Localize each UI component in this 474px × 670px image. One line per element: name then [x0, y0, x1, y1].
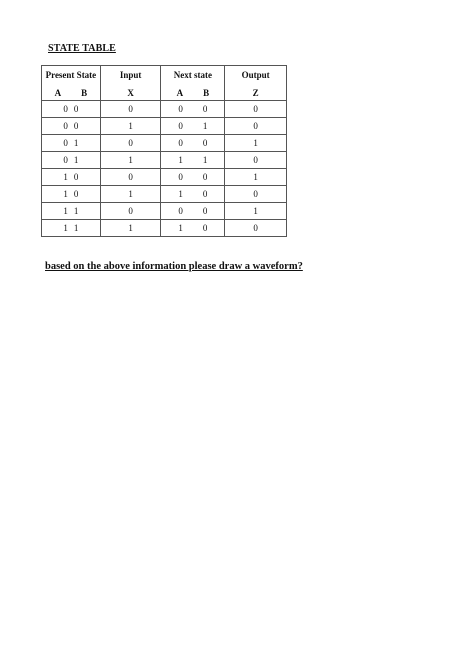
input-cell: 1: [100, 152, 161, 169]
present-state-cell: [42, 186, 101, 203]
present-a: 1: [63, 189, 68, 199]
input-cell: 1: [100, 220, 161, 237]
table-row: [42, 220, 287, 237]
table-row: [42, 101, 287, 118]
header-input-label: Input: [119, 70, 142, 80]
output-cell: 0: [225, 101, 287, 118]
present-a: 1: [63, 172, 68, 182]
present-b: 0: [73, 104, 79, 114]
present-b: 0: [73, 189, 79, 199]
header-input: [100, 66, 161, 101]
header-output-label: Output: [241, 70, 270, 80]
next-a: 0: [178, 104, 183, 114]
next-b: 0: [202, 223, 208, 233]
next-state-cell: [161, 186, 225, 203]
input-cell: 0: [100, 101, 161, 118]
next-a: 1: [178, 189, 183, 199]
present-state-cell: [42, 152, 101, 169]
next-a: 1: [178, 155, 183, 165]
table-row: [42, 203, 287, 220]
input-cell: 1: [100, 118, 161, 135]
header-input-x: X: [127, 88, 134, 98]
state-table: [41, 65, 287, 237]
present-state-cell: [42, 203, 101, 220]
header-next-state-b: B: [203, 88, 210, 98]
header-next-state-a: A: [176, 88, 184, 98]
next-a: 0: [178, 206, 183, 216]
next-b: 1: [202, 121, 208, 131]
present-b: 1: [73, 223, 79, 233]
table-row: [42, 152, 287, 169]
page-title: STATE TABLE: [48, 43, 116, 54]
next-a: 0: [178, 121, 183, 131]
input-cell: 0: [100, 135, 161, 152]
header-present-state-label: Present State: [45, 70, 97, 80]
header-next-state-label: Next state: [173, 70, 212, 80]
present-state-cell: [42, 169, 101, 186]
present-a: 0: [63, 104, 68, 114]
output-cell: 1: [225, 169, 287, 186]
header-present-state-b: B: [81, 88, 88, 98]
next-state-cell: [161, 152, 225, 169]
next-a: 1: [178, 223, 183, 233]
present-b: 0: [73, 121, 79, 131]
input-cell: 1: [100, 186, 161, 203]
output-cell: 0: [225, 186, 287, 203]
present-a: 0: [63, 155, 68, 165]
next-state-cell: [161, 203, 225, 220]
question-text: based on the above information please draw a waveform?: [45, 261, 303, 272]
present-a: 1: [63, 206, 68, 216]
next-b: 0: [202, 104, 208, 114]
header-next-state: [161, 66, 225, 101]
next-state-cell: [161, 220, 225, 237]
present-state-cell: [42, 135, 101, 152]
output-cell: 0: [225, 152, 287, 169]
output-cell: 0: [225, 118, 287, 135]
next-state-cell: [161, 101, 225, 118]
present-a: 1: [63, 223, 68, 233]
present-b: 0: [73, 172, 79, 182]
table-row: [42, 118, 287, 135]
table-row: [42, 186, 287, 203]
header-present-state-subs: [42, 88, 100, 98]
header-output-z: Z: [252, 88, 259, 98]
next-b: 0: [202, 138, 208, 148]
present-b: 1: [73, 206, 79, 216]
next-b: 0: [202, 206, 208, 216]
output-cell: 1: [225, 203, 287, 220]
table-row: [42, 135, 287, 152]
present-state-cell: [42, 220, 101, 237]
next-a: 0: [178, 138, 183, 148]
header-output: [225, 66, 287, 101]
next-b: 0: [202, 172, 208, 182]
present-b: 1: [73, 155, 79, 165]
next-b: 0: [202, 189, 208, 199]
next-b: 1: [202, 155, 208, 165]
next-state-cell: [161, 118, 225, 135]
output-cell: 1: [225, 135, 287, 152]
output-cell: 0: [225, 220, 287, 237]
input-cell: 0: [100, 169, 161, 186]
table-row: [42, 169, 287, 186]
next-state-cell: [161, 135, 225, 152]
header-next-state-subs: [161, 88, 224, 98]
present-a: 0: [63, 138, 68, 148]
next-state-cell: [161, 169, 225, 186]
header-present-state: [42, 66, 101, 101]
input-cell: 0: [100, 203, 161, 220]
present-b: 1: [73, 138, 79, 148]
table-header-row: [42, 66, 287, 101]
header-present-state-a: A: [54, 88, 62, 98]
next-a: 0: [178, 172, 183, 182]
present-state-cell: [42, 118, 101, 135]
present-a: 0: [63, 121, 68, 131]
present-state-cell: [42, 101, 101, 118]
